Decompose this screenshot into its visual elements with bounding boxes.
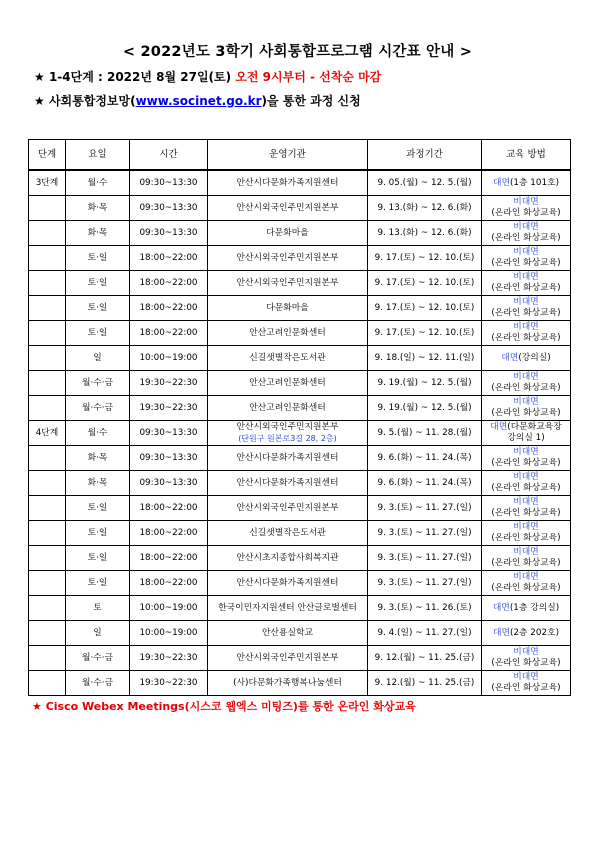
star-icon: ★ <box>34 70 45 84</box>
period-cell: 9. 19.(월) ~ 12. 5.(월) <box>368 371 482 396</box>
time-cell: 18:00~22:00 <box>130 571 208 596</box>
day-cell: 월·수 <box>66 421 130 446</box>
header-organization: 운영기관 <box>208 140 368 171</box>
method-cell <box>482 321 571 346</box>
stage-cell <box>29 396 66 421</box>
period-cell: 9. 5.(월) ~ 11. 28.(월) <box>368 421 482 446</box>
method-cell <box>482 571 571 596</box>
method-cell <box>482 646 571 671</box>
period-cell: 9. 3.(토) ~ 11. 27.(일) <box>368 496 482 521</box>
method-type: 비대면 <box>513 572 539 582</box>
method-cell <box>482 246 571 271</box>
day-cell: 토·일 <box>66 271 130 296</box>
method-cell <box>482 396 571 421</box>
table-row <box>29 521 571 546</box>
time-cell: 18:00~22:00 <box>130 246 208 271</box>
method-note: (온라인 화상교육) <box>491 308 561 318</box>
method-note: (강의실) <box>518 352 551 363</box>
method-cell <box>482 596 571 621</box>
organization-cell <box>208 671 368 696</box>
period-cell: 9. 19.(월) ~ 12. 5.(월) <box>368 396 482 421</box>
period-cell: 9. 12.(월) ~ 11. 25.(금) <box>368 646 482 671</box>
header-method: 교육 방법 <box>482 140 571 171</box>
organization-name: (사)다문화가족행복나눔센터 <box>233 677 342 688</box>
organization-name: 한국이민자지원센터 안산글로벌센터 <box>218 602 357 613</box>
method-type: 비대면 <box>513 322 539 332</box>
stage-cell <box>29 196 66 221</box>
table-row <box>29 646 571 671</box>
organization-name: 안산시다문화가족지원센터 <box>236 177 339 188</box>
organization-cell <box>208 396 368 421</box>
stage-cell <box>29 321 66 346</box>
method-type: 비대면 <box>513 672 539 682</box>
stage-cell <box>29 246 66 271</box>
organization-cell <box>208 471 368 496</box>
organization-cell <box>208 621 368 646</box>
time-cell: 18:00~22:00 <box>130 546 208 571</box>
time-cell: 09:30~13:30 <box>130 170 208 196</box>
period-cell: 9. 05.(월) ~ 12. 5.(월) <box>368 170 482 196</box>
stage-cell <box>29 546 66 571</box>
table-row <box>29 271 571 296</box>
method-cell <box>482 521 571 546</box>
period-cell: 9. 3.(토) ~ 11. 26.(토) <box>368 596 482 621</box>
time-cell: 09:30~13:30 <box>130 471 208 496</box>
organization-name: 안산고려인문화센터 <box>249 402 326 413</box>
table-row <box>29 170 571 196</box>
organization-address: (단원구 원본로3길 28, 2층) <box>238 433 337 443</box>
organization-cell <box>208 571 368 596</box>
method-type: 비대면 <box>513 397 539 407</box>
application-suffix: )을 통한 과정 신청 <box>261 94 361 108</box>
table-row <box>29 421 571 446</box>
registration-time: 오전 9시부터 - 선착순 마감 <box>235 70 382 84</box>
table-row <box>29 221 571 246</box>
time-cell: 19:30~22:30 <box>130 396 208 421</box>
schedule-table <box>28 139 571 696</box>
registration-date: 1-4단계 : 2022년 8월 27일(토) <box>48 70 232 84</box>
registration-notice <box>34 68 381 85</box>
stage-cell: 3단계 <box>29 170 66 196</box>
organization-cell <box>208 246 368 271</box>
time-cell: 09:30~13:30 <box>130 446 208 471</box>
period-cell: 9. 13.(화) ~ 12. 6.(화) <box>368 196 482 221</box>
organization-name: 다문화마을 <box>266 302 309 313</box>
period-cell: 9. 17.(토) ~ 12. 10.(토) <box>368 246 482 271</box>
stage-cell <box>29 346 66 371</box>
time-cell: 19:30~22:30 <box>130 646 208 671</box>
method-cell <box>482 621 571 646</box>
application-notice <box>34 92 361 109</box>
period-cell: 9. 12.(월) ~ 11. 25.(금) <box>368 671 482 696</box>
stage-cell <box>29 521 66 546</box>
method-cell <box>482 170 571 196</box>
table-row <box>29 396 571 421</box>
organization-cell <box>208 196 368 221</box>
stage-cell <box>29 496 66 521</box>
table-row <box>29 296 571 321</box>
method-note: (온라인 화상교육) <box>491 483 561 493</box>
day-cell: 토·일 <box>66 571 130 596</box>
method-type: 대면 <box>492 602 510 613</box>
organization-cell <box>208 446 368 471</box>
organization-cell <box>208 546 368 571</box>
header-time: 시간 <box>130 140 208 171</box>
method-note: (온라인 화상교육) <box>491 208 561 218</box>
method-note: (온라인 화상교육) <box>491 333 561 343</box>
method-type: 대면 <box>490 422 508 432</box>
organization-name: 안산고려인문화센터 <box>249 377 326 388</box>
organization-name: 안산시외국인주민지원본부 <box>236 277 339 288</box>
application-prefix: 사회통합정보망( <box>48 94 136 108</box>
method-note: (온라인 화상교육) <box>491 683 561 693</box>
method-type: 비대면 <box>513 547 539 557</box>
header-stage: 단계 <box>29 140 66 171</box>
method-type: 대면 <box>492 177 510 188</box>
time-cell: 09:30~13:30 <box>130 221 208 246</box>
day-cell: 화·목 <box>66 471 130 496</box>
method-note: (온라인 화상교육) <box>491 383 561 393</box>
method-note: (온라인 화상교육) <box>491 233 561 243</box>
day-cell: 월·수·금 <box>66 371 130 396</box>
table-row <box>29 571 571 596</box>
method-note: (2층 202호) <box>509 627 560 638</box>
time-cell: 10:00~19:00 <box>130 346 208 371</box>
organization-cell <box>208 221 368 246</box>
page-title: < 2022년도 3학기 사회통합프로그램 시간표 안내 > <box>122 44 473 60</box>
method-note: (다문화교육장 <box>507 422 562 432</box>
table-row <box>29 621 571 646</box>
method-note: (1층 101호) <box>509 177 560 188</box>
table-row <box>29 196 571 221</box>
method-type: 비대면 <box>513 372 539 382</box>
method-cell <box>482 421 571 446</box>
organization-name: 안산시초지종합사회복지관 <box>236 552 339 563</box>
time-cell: 09:30~13:30 <box>130 421 208 446</box>
method-note: (온라인 화상교육) <box>491 658 561 668</box>
method-type: 비대면 <box>513 222 539 232</box>
method-note: (온라인 화상교육) <box>491 408 561 418</box>
organization-name: 안산시외국인주민지원본부 <box>236 252 339 263</box>
organization-cell <box>208 521 368 546</box>
period-cell: 9. 17.(토) ~ 12. 10.(토) <box>368 271 482 296</box>
method-type: 비대면 <box>513 272 539 282</box>
stage-cell <box>29 296 66 321</box>
organization-cell <box>208 296 368 321</box>
header-period: 과정기간 <box>368 140 482 171</box>
method-cell <box>482 346 571 371</box>
day-cell: 토·일 <box>66 321 130 346</box>
method-type: 비대면 <box>513 497 539 507</box>
method-cell <box>482 546 571 571</box>
time-cell: 18:00~22:00 <box>130 271 208 296</box>
method-note: (온라인 화상교육) <box>491 583 561 593</box>
day-cell: 월·수·금 <box>66 671 130 696</box>
time-cell: 18:00~22:00 <box>130 521 208 546</box>
socinet-link[interactable]: www.socinet.go.kr <box>135 94 262 108</box>
method-cell <box>482 471 571 496</box>
stage-cell <box>29 646 66 671</box>
organization-cell <box>208 170 368 196</box>
method-cell <box>482 196 571 221</box>
stage-cell <box>29 371 66 396</box>
day-cell: 일 <box>66 621 130 646</box>
day-cell: 월·수·금 <box>66 646 130 671</box>
method-cell <box>482 271 571 296</box>
method-type: 비대면 <box>513 197 539 207</box>
day-cell: 화·목 <box>66 446 130 471</box>
table-row <box>29 471 571 496</box>
method-cell <box>482 446 571 471</box>
table-row <box>29 371 571 396</box>
organization-cell <box>208 496 368 521</box>
day-cell: 토·일 <box>66 296 130 321</box>
footer-note: ★ Cisco Webex Meetings(시스코 웹엑스 미팅즈)를 통한 온라인 화상교육 <box>32 700 416 713</box>
day-cell: 일 <box>66 346 130 371</box>
time-cell: 19:30~22:30 <box>130 671 208 696</box>
table-row <box>29 346 571 371</box>
time-cell: 18:00~22:00 <box>130 496 208 521</box>
organization-name: 안산고려인문화센터 <box>249 327 326 338</box>
organization-name: 안산시외국인주민지원본부 <box>236 421 339 432</box>
period-cell: 9. 4.(일) ~ 11. 27.(일) <box>368 621 482 646</box>
table-row <box>29 546 571 571</box>
stage-cell <box>29 571 66 596</box>
day-cell: 토·일 <box>66 496 130 521</box>
organization-name: 다문화마을 <box>266 227 309 238</box>
table-row <box>29 446 571 471</box>
table-row <box>29 496 571 521</box>
organization-cell <box>208 646 368 671</box>
stage-cell <box>29 621 66 646</box>
method-note-2: 강의실 1) <box>507 433 545 443</box>
header-day: 요일 <box>66 140 130 171</box>
organization-cell <box>208 346 368 371</box>
table-row <box>29 321 571 346</box>
time-cell: 09:30~13:30 <box>130 196 208 221</box>
method-type: 대면 <box>492 627 510 638</box>
organization-cell <box>208 371 368 396</box>
organization-name: 안산시외국인주민지원본부 <box>236 202 339 213</box>
organization-name: 신길샛별작은도서관 <box>249 527 326 538</box>
method-type: 비대면 <box>513 247 539 257</box>
day-cell: 토·일 <box>66 521 130 546</box>
method-cell <box>482 496 571 521</box>
table-row <box>29 671 571 696</box>
time-cell: 10:00~19:00 <box>130 596 208 621</box>
period-cell: 9. 6.(화) ~ 11. 24.(목) <box>368 471 482 496</box>
period-cell: 9. 3.(토) ~ 11. 27.(일) <box>368 571 482 596</box>
star-icon: ★ <box>34 94 45 108</box>
stage-cell <box>29 271 66 296</box>
period-cell: 9. 17.(토) ~ 12. 10.(토) <box>368 296 482 321</box>
method-note: (온라인 화상교육) <box>491 258 561 268</box>
time-cell: 18:00~22:00 <box>130 296 208 321</box>
day-cell: 화·목 <box>66 221 130 246</box>
method-note: (온라인 화상교육) <box>491 283 561 293</box>
stage-cell <box>29 446 66 471</box>
method-type: 대면 <box>501 352 519 363</box>
organization-name: 안산용실학교 <box>262 627 313 638</box>
method-type: 비대면 <box>513 647 539 657</box>
period-cell: 9. 3.(토) ~ 11. 27.(일) <box>368 521 482 546</box>
method-note: (온라인 화상교육) <box>491 458 561 468</box>
method-type: 비대면 <box>513 522 539 532</box>
day-cell: 토·일 <box>66 546 130 571</box>
organization-name: 신길샛별작은도서관 <box>249 352 326 363</box>
period-cell: 9. 17.(토) ~ 12. 10.(토) <box>368 321 482 346</box>
day-cell: 월·수·금 <box>66 396 130 421</box>
organization-name: 안산시다문화가족지원센터 <box>236 477 339 488</box>
organization-name: 안산시외국인주민지원본부 <box>236 502 339 513</box>
stage-cell <box>29 471 66 496</box>
day-cell: 월·수 <box>66 170 130 196</box>
method-note: (온라인 화상교육) <box>491 533 561 543</box>
organization-name: 안산시외국인주민지원본부 <box>236 652 339 663</box>
period-cell: 9. 6.(화) ~ 11. 24.(목) <box>368 446 482 471</box>
day-cell: 토 <box>66 596 130 621</box>
stage-cell: 4단계 <box>29 421 66 446</box>
table-row <box>29 246 571 271</box>
method-cell <box>482 296 571 321</box>
method-note: (온라인 화상교육) <box>491 558 561 568</box>
time-cell: 10:00~19:00 <box>130 621 208 646</box>
time-cell: 18:00~22:00 <box>130 321 208 346</box>
day-cell: 토·일 <box>66 246 130 271</box>
day-cell: 화·목 <box>66 196 130 221</box>
stage-cell <box>29 671 66 696</box>
method-cell <box>482 371 571 396</box>
time-cell: 19:30~22:30 <box>130 371 208 396</box>
organization-cell <box>208 321 368 346</box>
method-note: (온라인 화상교육) <box>491 508 561 518</box>
method-type: 비대면 <box>513 472 539 482</box>
stage-cell <box>29 221 66 246</box>
method-cell <box>482 221 571 246</box>
method-type: 비대면 <box>513 447 539 457</box>
period-cell: 9. 18.(일) ~ 12. 11.(일) <box>368 346 482 371</box>
stage-cell <box>29 596 66 621</box>
organization-cell <box>208 596 368 621</box>
organization-cell <box>208 421 368 446</box>
method-note: (1층 강의실) <box>509 602 560 613</box>
table-row <box>29 596 571 621</box>
organization-name: 안산시다문화가족지원센터 <box>236 452 339 463</box>
organization-name: 안산시다문화가족지원센터 <box>236 577 339 588</box>
table-header-row <box>29 140 571 171</box>
method-type: 비대면 <box>513 297 539 307</box>
period-cell: 9. 3.(토) ~ 11. 27.(일) <box>368 546 482 571</box>
period-cell: 9. 13.(화) ~ 12. 6.(화) <box>368 221 482 246</box>
organization-cell <box>208 271 368 296</box>
method-cell <box>482 671 571 696</box>
